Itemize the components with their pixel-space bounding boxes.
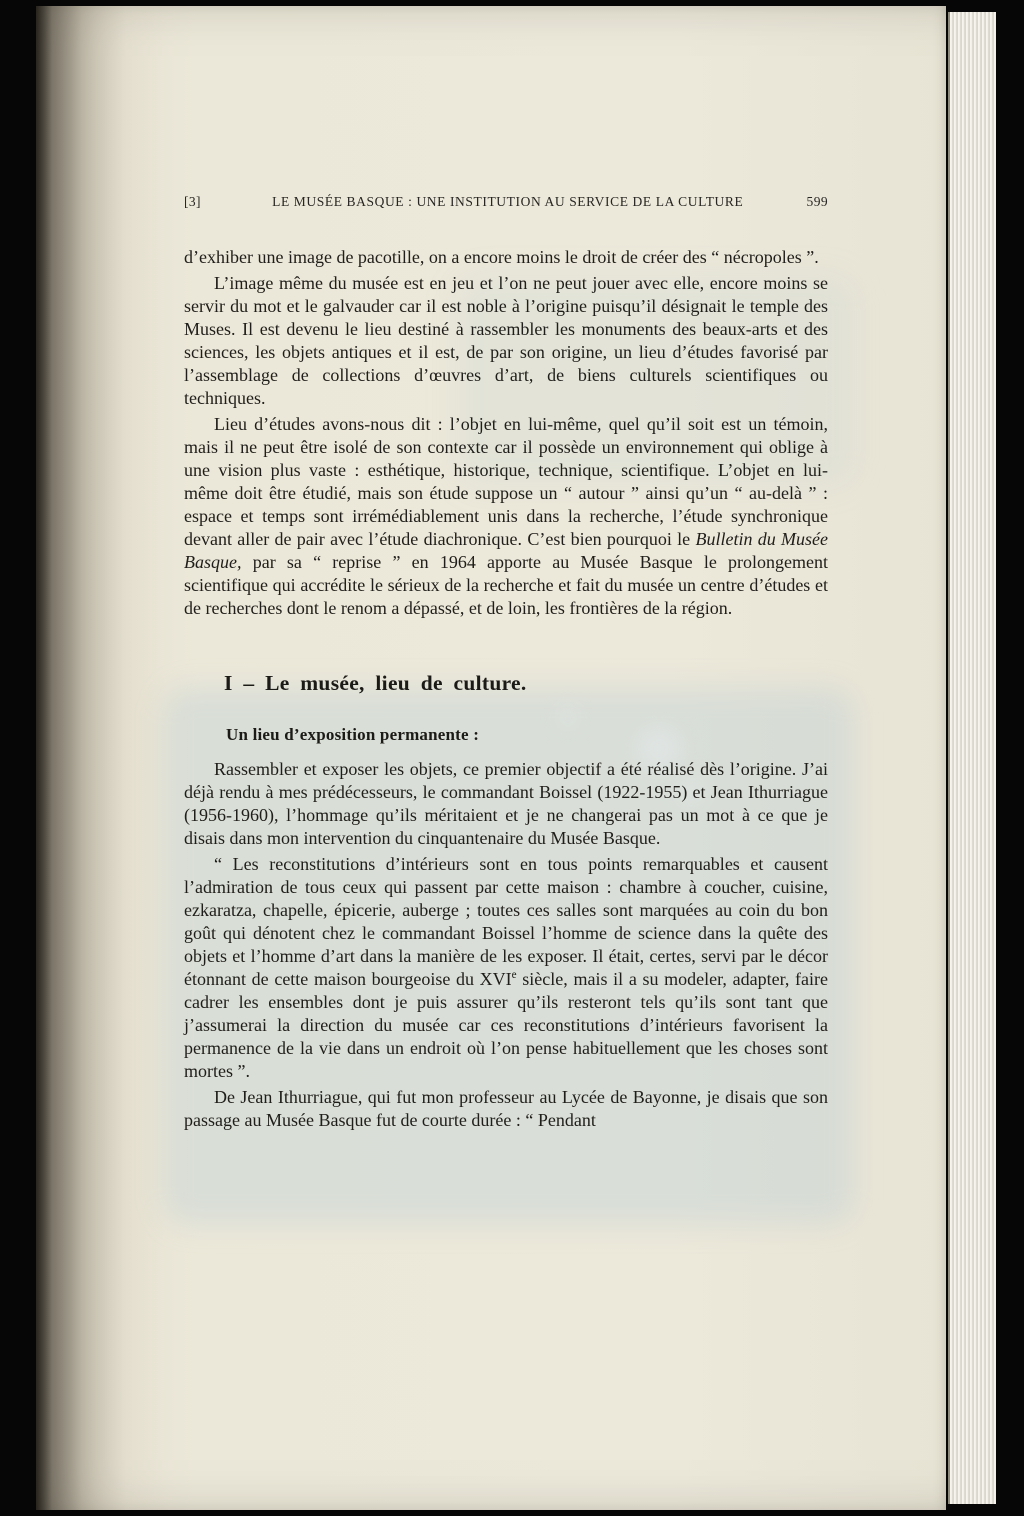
text-block [184,246,828,1135]
subsection-heading: Un lieu d’exposition permanente : [226,725,480,744]
section-heading: I – Le musée, lieu de culture. [224,671,527,695]
page-number: 599 [806,194,828,209]
book-page [36,6,946,1510]
paragraph: Lieu d’études avons-nous dit : l’objet en lui-même, quel qu’il soit est un témoin, mais il ne peut être isolé de son contexte car il possède un environnement qui oblige à une vision plus vaste : esthétique, historique, technique, scientifique. L’objet en lui-même doit être étudié, mais son étude suppose un “ autour ” ainsi qu’un “ au-delà ” : espace et temps sont irrémédiablement unis dans la recherche, l’étude synchronique devant aller de pair avec l’étude diachronique. C’est bien pourquoi le Bulletin du Musée Basque, par sa “ reprise ” en 1964 apporte au Musée Basque le prolongement scientifique qui accrédite le sérieux de la recherche et fait du musée un centre d’études et de recherches dont le renom a dépassé, et de loin, les frontières de la région. [184,414,828,618]
paragraph: De Jean Ithurriague, qui fut mon professeur au Lycée de Bayonne, je disais que son passage au Musée Basque fut de courte durée : “ Pendant [184,1087,828,1130]
paragraph: d’exhiber une image de pacotille, on a encore moins le droit de créer des “ nécropoles ”. [184,247,819,267]
paragraph: Rassembler et exposer les objets, ce premier objectif a été réalisé dès l’origine. J’ai déjà rendu à mes prédécesseurs, le commandant Boissel (1922-1955) et Jean Ithurriague (1956-1960), l’hommage qu’ils méritaient et je ne changerai pas un mot à ce que je disais dans mon intervention du cinquantenaire du Musée Basque. [184,759,828,848]
paragraph: L’image même du musée est en jeu et l’on ne peut jouer avec elle, encore moins se servir du mot et le galvauder car il est noble à l’origine puisqu’il désignait le temple des Muses. Il est devenu le lieu destiné à rassembler les monuments des beaux-arts et des sciences, les objets antiques et il est, de par son origine, un lieu d’études favorisé par l’assemblage de collections d’œuvres d’art, de biens culturels scientifiques ou techniques. [184,273,828,408]
page-edge-stack [948,12,996,1504]
article-ref-number: [3] [184,194,201,209]
running-title: LE MUSÉE BASQUE : UNE INSTITUTION AU SERVICE DE LA CULTURE [272,194,744,209]
book-gutter-shadow [36,6,166,1510]
running-header [184,194,828,210]
paragraph: “ Les reconstitutions d’intérieurs sont en tous points remarquables et causent l’admiration de tous ceux qui passent par cette maison : chambre à coucher, cuisine, ezkaratza, chapelle, épicerie, auberge ; toutes ces salles sont marquées au coin du bon goût qui dénotent chez le commandant Boissel l’homme de science dans la quête des objets et l’homme d’art dans la manière de les exposer. Il était, certes, servi par le décor étonnant de cette maison bourgeoise du XVIe siècle, mais il a su modeler, adapter, faire cadrer les ensembles dont je puis assurer qu’ils resteront tels qu’ils sont tant que j’assumerai la direction du musée car ces reconstitutions d’intérieurs favorisent la permanence de la vie dans un endroit où l’on pense habituellement que les choses sont mortes ”. [184,854,828,1081]
